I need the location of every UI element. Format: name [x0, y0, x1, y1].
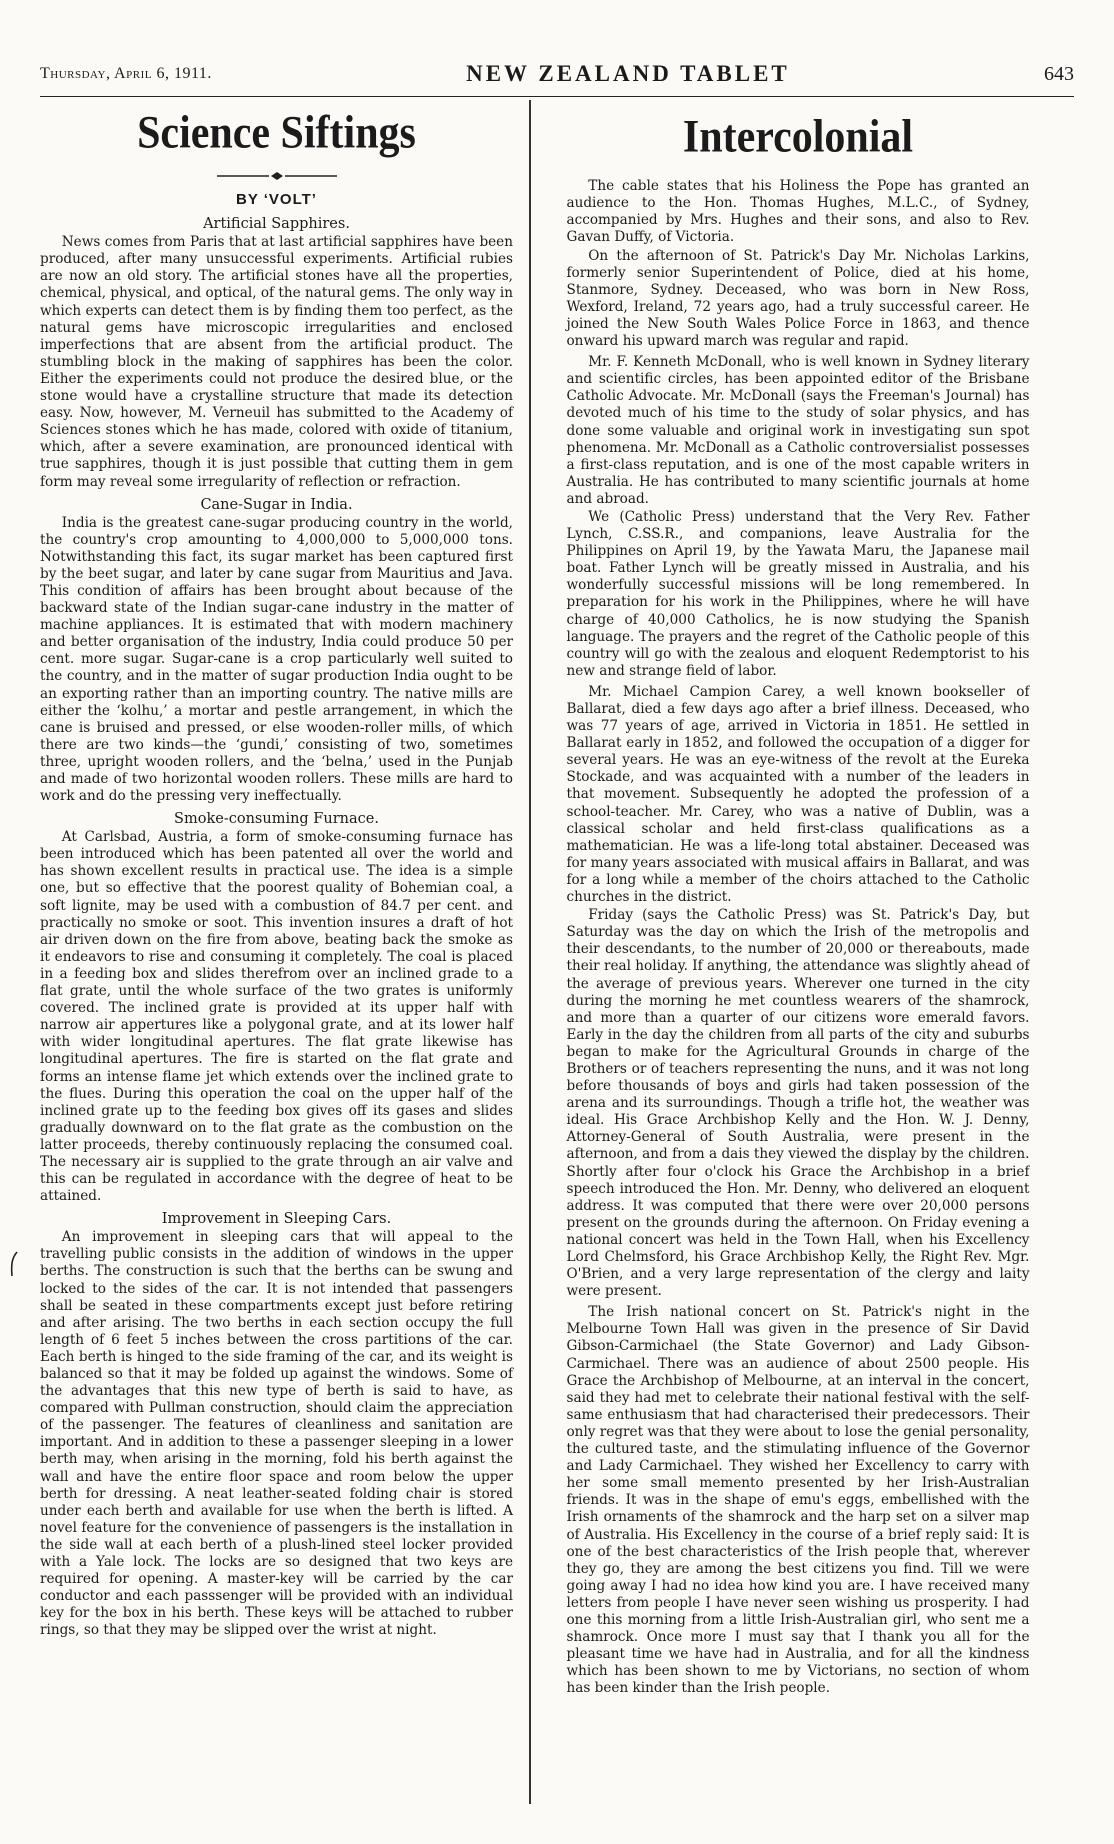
article-body [567, 178, 1030, 1697]
paragraph: Mr. F. Kenneth McDonall, who is well known in Sydney literary and scientific circles, has been appointed editor of the Brisbane Catholic Advocate. Mr. McDonall (says the Freeman's Journal) has devoted much of his time to the study of solar physics, and has done some valuable and original work in investigating sun spot phenomena. Mr. McDonall as a Catholic controversialist possesses a first-class reputation, and is one of the most capable writers in Australia. He has contributed to many scientific journals at home and abroad. [566, 354, 1030, 507]
paragraph: Mr. Michael Campion Carey, a well known bookseller of Ballarat, died a few days ago after a brief illness. Deceased, who was 77 years of age, arrived in Victoria in 1851. He settled in Ballarat early in 1852, and followed the occupation of a digger for several years. He was an eye-witness of the revolt at the Eureka Stockade, and was acquainted with a number of the leaders in that movement. Subsequently he adopted the profession of a school-teacher. Mr. Carey, who was a native of Dublin, was a classical scholar and held first-class qualifications as a mathematician. He was a life-long total abstainer. Deceased was for many years associated with musical affairs in Ballarat, and was for a long while a member of the choirs attached to the Catholic churches in the district. [566, 683, 1030, 906]
paragraph: News comes from Paris that at last artificial sapphires have been produced, after many unsuccessful experiments. Artificial rubies are now an old story. The artificial stones have all the properties, chemical, physical, and optical, of the natural gems. The only way in which experts can detect them is by finding them too perfect, as the natural gems have microscopic irregularities and enclosed imperfections that are absent from the artificial product. The stumbling block in the making of sapphires has been the color. Either the experiments could not produce the desired blue, or the stone would have a crystalline structure that made its detection easy. Now, however, M. Verneuil has submitted to the Academy of Sciences stones which he has made, colored with oxide of titanium, which, after a severe examination, are pronounced identical with true sapphires, though it is just possible that cutting them in gem form may reveal some irregularity of reflection or refraction. [40, 234, 513, 490]
page-number: 643 [1044, 62, 1074, 85]
column-headline: Intercolonial [682, 111, 914, 163]
running-head [40, 56, 1074, 92]
paragraph: The Irish national concert on St. Patrick's night in the Melbourne Town Hall was given in the presence of Sir David Gibson-Carmichael (the State Governor) and Lady Gibson-Carmichael. There was an audience of about 2500 people. His Grace the Archbishop of Melbourne, at an interval in the concert, said they had met to celebrate their national festival with the self-same enthusiasm that had characterised their predecessors. Their only regret was that they were about to lose the genial personality, the cultured taste, and the stimulating influence of the Governor and Lady Carmichael. They wished her Excellency to carry with her some small memento presented by her Irish-Australian friends. It was in the shape of emu's eggs, embellished with the Irish ornaments of the shamrock and the harp set on a silver map of Australia. His Excellency in the course of a brief reply said: It is one of the best characteristics of the Irish people that, wherever they go, they are among the best citizens you find. Till we were going away I had no idea how kind you are. I have received many letters from people I have never seen wishing us prosperity. I had one this morning from a little Irish-Australian girl, who sent me a shamrock. Once more I must say that I thank you all for the pleasant time we have had in Australia, and for all the kindness which has been shown to me by Victorians, no section of whom has been kinder than the Irish people. [566, 1304, 1030, 1697]
ornament-rule-icon [40, 166, 513, 185]
paragraph: The cable states that his Holiness the Pope has granted an audience to the Hon. Thomas Hughes, M.L.C., of Sydney, accompanied by Mrs. Hughes and their sons, and also to Rev. Gavan Duffy, of Victoria. [566, 178, 1030, 246]
section-subhead: Smoke-consuming Furnace. [174, 811, 379, 828]
section-subhead: Improvement in Sleeping Cars. [161, 1211, 392, 1228]
article-body [40, 216, 513, 1639]
paragraph: We (Catholic Press) understand that the Very Rev. Father Lynch, C.SS.R., and companions, leave Australia for the Philippines on April 19, by the Yawata Maru, the Japanese mail boat. Father Lynch will be greatly missed in Australia, and his wonderfully successful missions will be long remembered. In preparation for his work in the Philippines, where he will have charge of 40,000 Catholics, he is now studying the Spanish language. The prayers and the regret of the Catholic people of this country will go with the zealous and eloquent Redemptorist to his new and strange field of labor. [566, 508, 1030, 679]
article-section [40, 497, 513, 806]
section-subhead: Artificial Sapphires. [203, 216, 350, 233]
paragraph: India is the greatest cane-sugar producing country in the world, the country's crop amounting to 4,000,000 to 5,000,000 tons. Notwithstanding this fact, its sugar market has been captured first by the beet sugar, and later by cane sugar from Mauritius and Java. This condition of affairs has been brought about because of the backward state of the Indian sugar-cane industry in the matter of machine appliances. It is estimated that with modern machinery and better organisation of the industry, India could produce 50 per cent. more sugar. Sugar-cane is a crop particularly well suited to the country, and in the matter of sugar production India ought to be an exporting rather than an importing country. The native mills are either the ‘kolhu,’ a mortar and pestle arrangement, in which the cane is bruised and pressed, or else wooden-roller mills, of which there are two kinds—the ‘gundi,’ consisting of two, sometimes three, upright wooden rollers, and the ‘belna,’ used in the Punjab and made of two horizontal wooden rollers. These mills are hard to work and do the pressing very ineffectually. [40, 514, 513, 805]
paragraph: An improvement in sleeping cars that will appeal to the travelling public consists in the addition of windows in the upper berths. The construction is such that the berths can be swung and locked to the sides of the car. It is not intended that passengers shall be seated in these compartments except just before retiring and after arising. The two berths in each section occupy the full length of 6 feet 5 inches between the cross partitions of the car. Each berth is hinged to the side framing of the car, and its weight is balanced so that it may be folded up against the windows. Some of the advantages that this new type of berth is said to have, as compared with Pullman construction, should claim the appreciation of the passenger. The features of cleanliness and sanitation are important. And in addition to these a passenger sleeping in a lower berth may, when arising in the morning, fold his berth against the wall and have the entire floor space and room below the upper berth for dressing. A neat leather-seated folding chair is stored under each berth and available for use when the berth is lifted. A novel feature for the convenience of passengers is the installation in the side wall at each berth of a plush-lined steel locker provided with a Yale lock. The locks are so designed that two keys are required for opening. A master-key will be carried by the car conductor and each passsenger will be provided with an individual key for the box in his berth. These keys will be attached to rubber rings, so that they may be slipped over the wrist at night. [40, 1229, 513, 1639]
science-siftings-column [40, 100, 527, 1804]
intercolonial-column [543, 100, 1030, 1804]
paragraph: At Carlsbad, Austria, a form of smoke-consuming furnace has been introduced which has been patented all over the world and has shown excellent results in practical use. The idea is a simple one, but so effective that the poorest quality of Bohemian coal, a soft lignite, may be used with a combustion of 84.7 per cent. and practically no smoke or soot. This invention insures a draft of hot air driven down on the fire from above, beating back the smoke as it endeavors to rise and consuming it completely. The coal is placed in a feeding box and slides therefrom over an inclined grade to a flat grate, until the whole surface of the two grates is uniformly covered. The inclined grate is provided at its upper half with narrow air appertures like a polygonal grate, and at its lower half with wider longitudinal apertures. The flat grate likewise has longitudinal apertures. The fire is started on the flat grate and forms an intense flame jet which extends over the inclined grate to the flues. During this operation the coal on the upper half of the inclined grate up to the feeding box gives off its gases and slides gradually downward on to the flat grate as the combustion on the latter proceeds, thereby continuously replacing the consumed coal. The necessary air is supplied to the grate through an air valve and this can be regulated in accordance with the degree of heat to be attained. [40, 829, 513, 1205]
margin-pencil-mark-icon [6, 1250, 20, 1280]
paragraph: Friday (says the Catholic Press) was St. Patrick's Day, but Saturday was the day on which the Irish of the metropolis and their descendants, to the number of 20,000 or thereabouts, made their real holiday. If anything, the attendance was slightly ahead of the average of previous years. Wherever one turned in the city during the morning he met countless wearers of the shamrock, and more than a quarter of our citizens wore emerald favors. Early in the day the children from all parts of the city and suburbs began to make for the Agricultural Grounds in charge of the Brothers or of teachers representing the nuns, and it was not long before thousands of boys and girls had taken possession of the arena and its surroundings. Though a trifle hot, the weather was ideal. His Grace Archbishop Kelly and the Hon. W. J. Denny, Attorney-General of South Australia, were present in the afternoon, and from a dais they viewed the display by the children. Shortly after four o'clock his Grace the Archbishop in a brief speech introduced the Hon. Mr. Denny, who delivered an eloquent address. It was computed that there were over 20,000 persons present on the grounds during the afternoon. On Friday evening a national concert was held in the Town Hall, when his Excellency Lord Chelmsford, his Grace Archbishop Kelly, the Right Rev. Mgr. O'Brien, and a very large representation of the clergy and laity were present. [566, 907, 1030, 1300]
section-subhead: Cane-Sugar in India. [200, 496, 353, 513]
article-section [40, 216, 513, 490]
paragraph: On the afternoon of St. Patrick's Day Mr. Nicholas Larkins, formerly senior Superintendent of Police, died at his home, Stanmore, Sydney. Deceased, who was born in New Ross, Wexford, Ireland, 72 years ago, had a truly successful career. He joined the New South Wales Police Force in 1863, and thence onward his upward march was regular and rapid. [566, 247, 1030, 350]
column-headline: Science Siftings [137, 107, 416, 159]
issue-date: Thursday, April 6, 1911. [40, 65, 212, 82]
article-section [40, 811, 513, 1205]
column-divider [529, 100, 531, 1804]
publication-title: NEW ZEALAND TABLET [466, 61, 790, 86]
header-rule [40, 96, 1074, 97]
columns [40, 100, 1074, 1804]
byline: BY ‘VOLT’ [236, 191, 317, 209]
article-section [40, 1211, 513, 1639]
